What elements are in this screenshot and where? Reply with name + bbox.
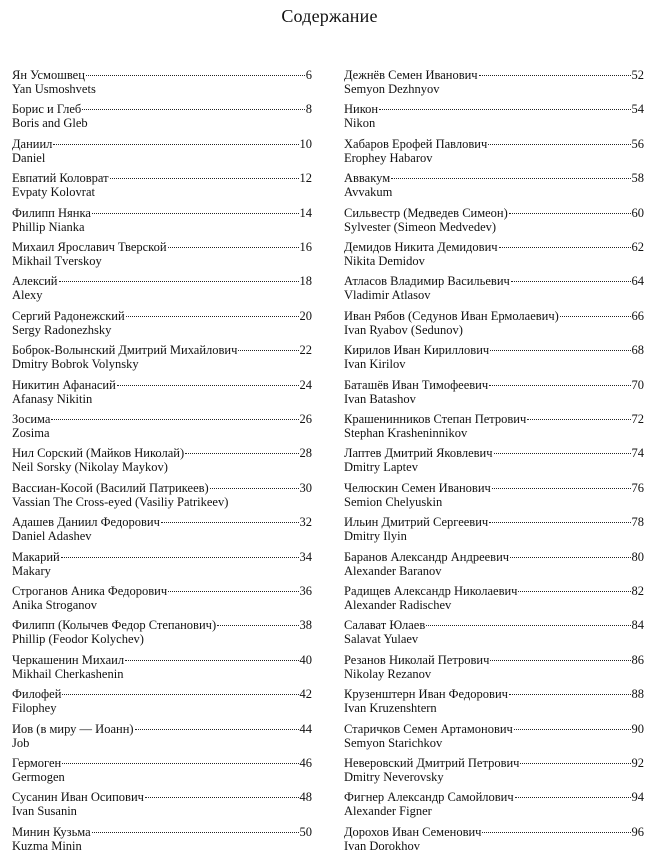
entry-title-ru: Сильвестр (Медведев Симеон) bbox=[344, 206, 508, 220]
dot-leader bbox=[514, 729, 631, 730]
dot-leader bbox=[479, 75, 631, 76]
dot-leader bbox=[168, 591, 298, 592]
entry-title-en: Nikon bbox=[344, 116, 376, 130]
dot-leader bbox=[161, 522, 299, 523]
toc-entry bbox=[12, 515, 312, 545]
toc-entry-line bbox=[12, 687, 312, 701]
dot-leader bbox=[489, 385, 630, 386]
dot-leader bbox=[489, 522, 630, 523]
entry-title-ru: Борис и Глеб bbox=[12, 102, 82, 116]
dot-leader bbox=[217, 625, 298, 626]
toc-entry-line bbox=[344, 550, 644, 564]
toc-entry-line bbox=[12, 790, 312, 804]
page-number: 10 bbox=[299, 137, 312, 151]
entry-title-en: Dmitry Bobrok Volynsky bbox=[12, 357, 139, 371]
entry-title-en: Ivan Kruzenshtern bbox=[344, 701, 437, 715]
entry-title-en: Alexander Baranov bbox=[344, 564, 442, 578]
toc-entry bbox=[12, 343, 312, 373]
toc-entry bbox=[344, 137, 644, 167]
toc-entry bbox=[344, 825, 644, 855]
dot-leader bbox=[391, 178, 630, 179]
entry-title-en: Alexy bbox=[12, 288, 43, 302]
toc-entry-line bbox=[12, 137, 312, 151]
entry-title-en: Salavat Yulaev bbox=[344, 632, 419, 646]
toc-entry bbox=[344, 412, 644, 442]
entry-title-ru: Макарий bbox=[12, 550, 60, 564]
dot-leader bbox=[518, 591, 630, 592]
toc-entry bbox=[344, 481, 644, 511]
entry-title-ru: Кирилов Иван Кириллович bbox=[344, 343, 490, 357]
dot-leader bbox=[490, 660, 630, 661]
dot-leader bbox=[82, 109, 304, 110]
entry-title-ru: Зосима bbox=[12, 412, 51, 426]
toc-entry bbox=[344, 378, 644, 408]
entry-title-en: Job bbox=[12, 736, 30, 750]
page-number: 70 bbox=[631, 378, 644, 392]
entry-title-ru: Дежнёв Семен Иванович bbox=[344, 68, 478, 82]
entry-title-ru: Михаил Ярославич Тверской bbox=[12, 240, 167, 254]
entry-title-en: Avvakum bbox=[344, 185, 393, 199]
page-number: 36 bbox=[299, 584, 312, 598]
dot-leader bbox=[379, 109, 630, 110]
dot-leader bbox=[135, 729, 299, 730]
toc-entry bbox=[12, 550, 312, 580]
toc-entry bbox=[12, 446, 312, 476]
page-number: 42 bbox=[299, 687, 312, 701]
toc-entry bbox=[344, 446, 644, 476]
entry-title-ru: Филофей bbox=[12, 687, 62, 701]
page-number: 34 bbox=[299, 550, 312, 564]
toc-entry-line bbox=[344, 446, 644, 460]
page-number: 68 bbox=[631, 343, 644, 357]
page-number: 16 bbox=[299, 240, 312, 254]
entry-title-en: Filophey bbox=[12, 701, 57, 715]
entry-title-ru: Никон bbox=[344, 102, 379, 116]
dot-leader bbox=[426, 625, 630, 626]
entry-title-en: Daniel Adashev bbox=[12, 529, 92, 543]
toc-entry bbox=[12, 206, 312, 236]
entry-title-en: Afanasy Nikitin bbox=[12, 392, 93, 406]
page-number: 78 bbox=[631, 515, 644, 529]
entry-title-ru: Гермоген bbox=[12, 756, 62, 770]
dot-leader bbox=[86, 75, 305, 76]
entry-title-en: Dmitry Neverovsky bbox=[344, 770, 444, 784]
toc-entry bbox=[344, 790, 644, 820]
entry-title-ru: Адашев Даниил Федорович bbox=[12, 515, 160, 529]
toc-entry bbox=[12, 68, 312, 98]
page-number: 92 bbox=[631, 756, 644, 770]
dot-leader bbox=[492, 488, 631, 489]
page-number: 20 bbox=[299, 309, 312, 323]
dot-leader bbox=[560, 316, 631, 317]
entry-title-ru: Хабаров Ерофей Павлович bbox=[344, 137, 488, 151]
toc-entry-line bbox=[12, 653, 312, 667]
entry-title-ru: Филипп (Колычев Федор Степанович) bbox=[12, 618, 217, 632]
toc-entry-line bbox=[12, 240, 312, 254]
toc-entry-line bbox=[344, 274, 644, 288]
page-number: 30 bbox=[299, 481, 312, 495]
page-number: 60 bbox=[631, 206, 644, 220]
entry-title-en: Sergy Radonezhsky bbox=[12, 323, 112, 337]
dot-leader bbox=[515, 797, 631, 798]
page-number: 8 bbox=[305, 102, 312, 116]
entry-title-ru: Сергий Радонежский bbox=[12, 309, 125, 323]
page-number: 76 bbox=[631, 481, 644, 495]
page-number: 86 bbox=[631, 653, 644, 667]
entry-title-ru: Ян Усмошвец bbox=[12, 68, 85, 82]
dot-leader bbox=[117, 385, 299, 386]
toc-entry bbox=[12, 102, 312, 132]
entry-title-en: Alexander Figner bbox=[344, 804, 432, 818]
entry-title-en: Mikhail Tverskoy bbox=[12, 254, 102, 268]
entry-title-en: Erophey Habarov bbox=[344, 151, 433, 165]
toc-entry-line bbox=[12, 309, 312, 323]
toc-entry-line bbox=[12, 171, 312, 185]
entry-title-en: Zosima bbox=[12, 426, 50, 440]
toc-entry bbox=[344, 171, 644, 201]
dot-leader bbox=[62, 694, 298, 695]
entry-title-ru: Аввакум bbox=[344, 171, 391, 185]
toc-entry-line bbox=[12, 378, 312, 392]
entry-title-en: Germogen bbox=[12, 770, 65, 784]
toc-entry bbox=[344, 550, 644, 580]
toc-entry bbox=[12, 790, 312, 820]
toc-entry bbox=[12, 309, 312, 339]
dot-leader bbox=[185, 453, 298, 454]
entry-title-ru: Фигнер Александр Самойлович bbox=[344, 790, 514, 804]
page-number: 12 bbox=[299, 171, 312, 185]
entry-title-ru: Челюскин Семен Иванович bbox=[344, 481, 491, 495]
toc-entry bbox=[344, 240, 644, 270]
entry-title-ru: Ильин Дмитрий Сергеевич bbox=[344, 515, 489, 529]
toc-entry bbox=[344, 584, 644, 614]
entry-title-ru: Салават Юлаев bbox=[344, 618, 426, 632]
page-number: 32 bbox=[299, 515, 312, 529]
toc-entry-line bbox=[344, 343, 644, 357]
entry-title-ru: Иван Рябов (Седунов Иван Ермолаевич) bbox=[344, 309, 559, 323]
entry-title-en: Vassian The Cross-eyed (Vasiliy Patrikeev) bbox=[12, 495, 229, 509]
page-number: 44 bbox=[299, 722, 312, 736]
toc-entry-line bbox=[12, 584, 312, 598]
toc-entry bbox=[344, 618, 644, 648]
entry-title-en: Phillip Nianka bbox=[12, 220, 85, 234]
entry-title-ru: Нил Сорский (Майков Николай) bbox=[12, 446, 185, 460]
entry-title-en: Vladimir Atlasov bbox=[344, 288, 431, 302]
toc-entry-line bbox=[344, 309, 644, 323]
toc-entry bbox=[12, 171, 312, 201]
entry-title-en: Nikolay Rezanov bbox=[344, 667, 432, 681]
toc-entry bbox=[344, 343, 644, 373]
entry-title-en: Kuzma Minin bbox=[12, 839, 82, 853]
toc-entry-line bbox=[344, 412, 644, 426]
dot-leader bbox=[51, 419, 298, 420]
toc-entry bbox=[12, 584, 312, 614]
page-number: 84 bbox=[631, 618, 644, 632]
dot-leader bbox=[490, 350, 630, 351]
toc-entry bbox=[12, 687, 312, 717]
page-number: 14 bbox=[299, 206, 312, 220]
page-number: 96 bbox=[631, 825, 644, 839]
toc-entry-line bbox=[344, 68, 644, 82]
entry-title-en: Daniel bbox=[12, 151, 46, 165]
page-number: 56 bbox=[631, 137, 644, 151]
toc-entry-line bbox=[12, 722, 312, 736]
page-number: 54 bbox=[631, 102, 644, 116]
entry-title-ru: Евпатий Коловрат bbox=[12, 171, 109, 185]
toc-entry-line bbox=[344, 378, 644, 392]
entry-title-en: Semyon Dezhnyov bbox=[344, 82, 440, 96]
toc-entry-line bbox=[344, 481, 644, 495]
entry-title-ru: Даниил bbox=[12, 137, 53, 151]
toc-entry bbox=[344, 68, 644, 98]
entry-title-ru: Демидов Никита Демидович bbox=[344, 240, 498, 254]
entry-title-ru: Крузенштерн Иван Федорович bbox=[344, 687, 508, 701]
page-number: 64 bbox=[631, 274, 644, 288]
entry-title-ru: Старичков Семен Артамонович bbox=[344, 722, 513, 736]
dot-leader bbox=[61, 557, 299, 558]
page-number: 46 bbox=[299, 756, 312, 770]
page-number: 28 bbox=[299, 446, 312, 460]
toc-entry bbox=[344, 756, 644, 786]
dot-leader bbox=[53, 144, 298, 145]
entry-title-ru: Сусанин Иван Осипович bbox=[12, 790, 144, 804]
page-number: 66 bbox=[631, 309, 644, 323]
entry-title-ru: Дорохов Иван Семенович bbox=[344, 825, 482, 839]
entry-title-en: Ivan Kirilov bbox=[344, 357, 406, 371]
toc-entry bbox=[12, 653, 312, 683]
entry-title-ru: Черкашенин Михаил bbox=[12, 653, 125, 667]
entry-title-ru: Баранов Александр Андреевич bbox=[344, 550, 510, 564]
entry-title-ru: Филипп Нянка bbox=[12, 206, 91, 220]
dot-leader bbox=[238, 350, 298, 351]
entry-title-ru: Минин Кузьма bbox=[12, 825, 91, 839]
dot-leader bbox=[511, 281, 631, 282]
toc-entry bbox=[344, 687, 644, 717]
dot-leader bbox=[110, 178, 299, 179]
toc-entry-line bbox=[344, 102, 644, 116]
toc-entry-line bbox=[344, 584, 644, 598]
toc-entry-line bbox=[12, 618, 312, 632]
toc-entry bbox=[12, 825, 312, 855]
page-number: 24 bbox=[299, 378, 312, 392]
page-number: 50 bbox=[299, 825, 312, 839]
entry-title-ru: Вассиан-Косой (Василий Патрикеев) bbox=[12, 481, 209, 495]
toc-entry-line bbox=[12, 274, 312, 288]
entry-title-ru: Крашенинников Степан Петрович bbox=[344, 412, 527, 426]
dot-leader bbox=[499, 247, 631, 248]
toc-entry-line bbox=[12, 825, 312, 839]
dot-leader bbox=[59, 281, 299, 282]
page-number: 72 bbox=[631, 412, 644, 426]
entry-title-ru: Алексий bbox=[12, 274, 58, 288]
toc-entry-line bbox=[344, 206, 644, 220]
entry-title-ru: Никитин Афанасий bbox=[12, 378, 116, 392]
page-number: 52 bbox=[631, 68, 644, 82]
dot-leader bbox=[168, 247, 299, 248]
entry-title-ru: Иов (в миру — Иоанн) bbox=[12, 722, 134, 736]
dot-leader bbox=[527, 419, 630, 420]
entry-title-en: Phillip (Feodor Kolychev) bbox=[12, 632, 144, 646]
toc-entry-line bbox=[344, 722, 644, 736]
toc-entry-line bbox=[12, 550, 312, 564]
toc-entry-line bbox=[344, 137, 644, 151]
dot-leader bbox=[494, 453, 631, 454]
toc-entry-line bbox=[344, 790, 644, 804]
entry-title-ru: Лаптев Дмитрий Яковлевич bbox=[344, 446, 493, 460]
toc-entry-line bbox=[12, 756, 312, 770]
entry-title-en: Yan Usmoshvets bbox=[12, 82, 96, 96]
toc-entry bbox=[12, 412, 312, 442]
entry-title-ru: Резанов Николай Петрович bbox=[344, 653, 490, 667]
dot-leader bbox=[92, 832, 299, 833]
entry-title-ru: Неверовский Дмитрий Петрович bbox=[344, 756, 520, 770]
page-number: 74 bbox=[631, 446, 644, 460]
entry-title-ru: Баташёв Иван Тимофеевич bbox=[344, 378, 489, 392]
toc-entry-line bbox=[12, 68, 312, 82]
toc-entry bbox=[344, 722, 644, 752]
entry-title-ru: Радищев Александр Николаевич bbox=[344, 584, 518, 598]
page-number: 26 bbox=[299, 412, 312, 426]
page-number: 80 bbox=[631, 550, 644, 564]
toc-entry bbox=[12, 722, 312, 752]
entry-title-en: Boris and Gleb bbox=[12, 116, 88, 130]
toc-entry-line bbox=[12, 412, 312, 426]
toc-entry bbox=[12, 618, 312, 648]
toc-entry-line bbox=[344, 618, 644, 632]
toc-entry-line bbox=[344, 240, 644, 254]
toc-entry-line bbox=[344, 653, 644, 667]
entry-title-en: Evpaty Kolovrat bbox=[12, 185, 95, 199]
dot-leader bbox=[509, 694, 631, 695]
toc-entry-line bbox=[344, 687, 644, 701]
entry-title-en: Stephan Krasheninnikov bbox=[344, 426, 468, 440]
page-number: 40 bbox=[299, 653, 312, 667]
page-number: 82 bbox=[631, 584, 644, 598]
entry-title-en: Dmitry Ilyin bbox=[344, 529, 407, 543]
dot-leader bbox=[509, 213, 631, 214]
dot-leader bbox=[482, 832, 630, 833]
entry-title-en: Ivan Susanin bbox=[12, 804, 77, 818]
toc-entry bbox=[344, 274, 644, 304]
toc-entry bbox=[344, 102, 644, 132]
toc-entry bbox=[344, 206, 644, 236]
toc-entry-line bbox=[344, 171, 644, 185]
page-number: 6 bbox=[305, 68, 312, 82]
toc-entry bbox=[12, 756, 312, 786]
toc-entry bbox=[12, 137, 312, 167]
entry-title-en: Neil Sorsky (Nikolay Maykov) bbox=[12, 460, 168, 474]
toc-entry-line bbox=[12, 515, 312, 529]
page-title: Содержание bbox=[281, 6, 378, 26]
entry-title-en: Makary bbox=[12, 564, 51, 578]
toc-entry bbox=[12, 240, 312, 270]
toc-entry-line bbox=[12, 102, 312, 116]
toc-entry-line bbox=[12, 481, 312, 495]
toc-entry bbox=[344, 515, 644, 545]
dot-leader bbox=[520, 763, 630, 764]
toc-entry-line bbox=[344, 756, 644, 770]
entry-title-en: Semion Chelyuskin bbox=[344, 495, 443, 509]
entry-title-ru: Атласов Владимир Васильевич bbox=[344, 274, 510, 288]
toc-entry bbox=[12, 274, 312, 304]
page-number: 90 bbox=[631, 722, 644, 736]
page-number: 62 bbox=[631, 240, 644, 254]
dot-leader bbox=[62, 763, 298, 764]
entry-title-en: Ivan Dorokhov bbox=[344, 839, 421, 853]
entry-title-en: Semyon Starichkov bbox=[344, 736, 443, 750]
entry-title-en: Sylvester (Simeon Medvedev) bbox=[344, 220, 497, 234]
toc-entry-line bbox=[344, 515, 644, 529]
entry-title-en: Anika Stroganov bbox=[12, 598, 98, 612]
entry-title-en: Dmitry Laptev bbox=[344, 460, 418, 474]
dot-leader bbox=[510, 557, 630, 558]
toc-entry-line bbox=[344, 825, 644, 839]
toc-entry bbox=[344, 653, 644, 683]
dot-leader bbox=[92, 213, 299, 214]
entry-title-ru: Боброк-Волынский Дмитрий Михайлович bbox=[12, 343, 238, 357]
entry-title-en: Nikita Demidov bbox=[344, 254, 425, 268]
dot-leader bbox=[126, 316, 299, 317]
dot-leader bbox=[145, 797, 299, 798]
dot-leader bbox=[125, 660, 298, 661]
page-number: 94 bbox=[631, 790, 644, 804]
toc-entry-line bbox=[12, 206, 312, 220]
toc-entry-line bbox=[12, 446, 312, 460]
page-number: 48 bbox=[299, 790, 312, 804]
toc-entry bbox=[344, 309, 644, 339]
page-number: 38 bbox=[299, 618, 312, 632]
page-number: 58 bbox=[631, 171, 644, 185]
dot-leader bbox=[488, 144, 630, 145]
toc-entry bbox=[12, 378, 312, 408]
entry-title-ru: Строганов Аника Федорович bbox=[12, 584, 168, 598]
entry-title-en: Mikhail Cherkashenin bbox=[12, 667, 124, 681]
page-number: 18 bbox=[299, 274, 312, 288]
page-number: 22 bbox=[299, 343, 312, 357]
entry-title-en: Alexander Radischev bbox=[344, 598, 452, 612]
entry-title-en: Ivan Ryabov (Sedunov) bbox=[344, 323, 463, 337]
toc-entry bbox=[12, 481, 312, 511]
toc-entry-line bbox=[12, 343, 312, 357]
entry-title-en: Ivan Batashov bbox=[344, 392, 416, 406]
dot-leader bbox=[210, 488, 299, 489]
page-number: 88 bbox=[631, 687, 644, 701]
